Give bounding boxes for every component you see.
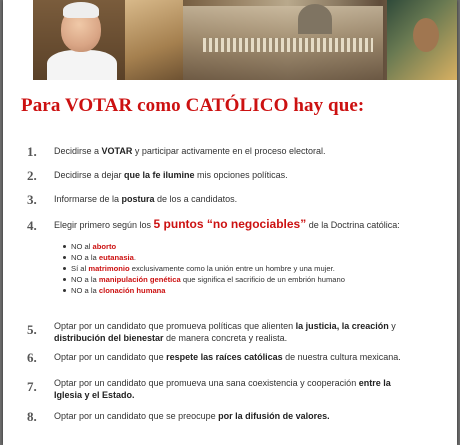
item-text: Optar por un candidato que promueva políticas que alienten la justicia, la creación y distribución del bienestar de manera concreta y realista.: [54, 321, 396, 343]
list-item: NO a la manipulación genética que significa el sacrificio de un embrión humano: [63, 274, 345, 285]
item-text: Informarse de la postura de los a candidatos.: [54, 194, 238, 204]
item-text: Optar por un candidato que respete las raíces católicas de nuestra cultura mexicana.: [54, 352, 401, 362]
pope-portrait: [33, 0, 125, 80]
item-text: Optar por un candidato que se preocupe por la difusión de valores.: [54, 411, 330, 421]
bullet-icon: [63, 267, 66, 270]
item-number: 7.: [27, 379, 37, 394]
basilica-dome: [298, 4, 332, 34]
list-item: NO al aborto: [63, 241, 345, 252]
non-negotiable-points-list: [63, 241, 345, 296]
item-number: 5.: [27, 322, 37, 337]
item-text: Decidirse a dejar que la fe ilumine mis opciones políticas.: [54, 170, 288, 180]
list-item: NO a la eutanasia.: [63, 252, 345, 263]
item-text: Optar por un candidato que promueva una sana coexistencia y cooperación entre la Iglesia y el Estado.: [54, 378, 391, 400]
item-number: 1.: [27, 144, 37, 159]
list-item: NO a la clonación humana: [63, 285, 345, 296]
virgin-of-guadalupe-image: [387, 0, 457, 80]
bullet-icon: [63, 289, 66, 292]
item-number: 8.: [27, 409, 37, 424]
header-banner-image: [33, 0, 457, 80]
page-title: Para VOTAR como CATÓLICO hay que:: [21, 95, 365, 116]
bullet-icon: [63, 245, 66, 248]
bullet-icon: [63, 256, 66, 259]
document-page: [3, 0, 457, 445]
item-number: 4.: [27, 218, 37, 233]
item-text: Elegir primero según los 5 puntos “no negociables” de la Doctrina católica:: [54, 217, 400, 231]
list-item: Sí al matrimonio exclusivamente como la unión entre un hombre y una mujer.: [63, 263, 345, 274]
item-text: Decidirse a VOTAR y participar activamente en el proceso electoral.: [54, 146, 326, 156]
bullet-icon: [63, 278, 66, 281]
item-number: 2.: [27, 168, 37, 183]
item-number: 6.: [27, 350, 37, 365]
open-book-image: [125, 0, 183, 80]
item-number: 3.: [27, 192, 37, 207]
